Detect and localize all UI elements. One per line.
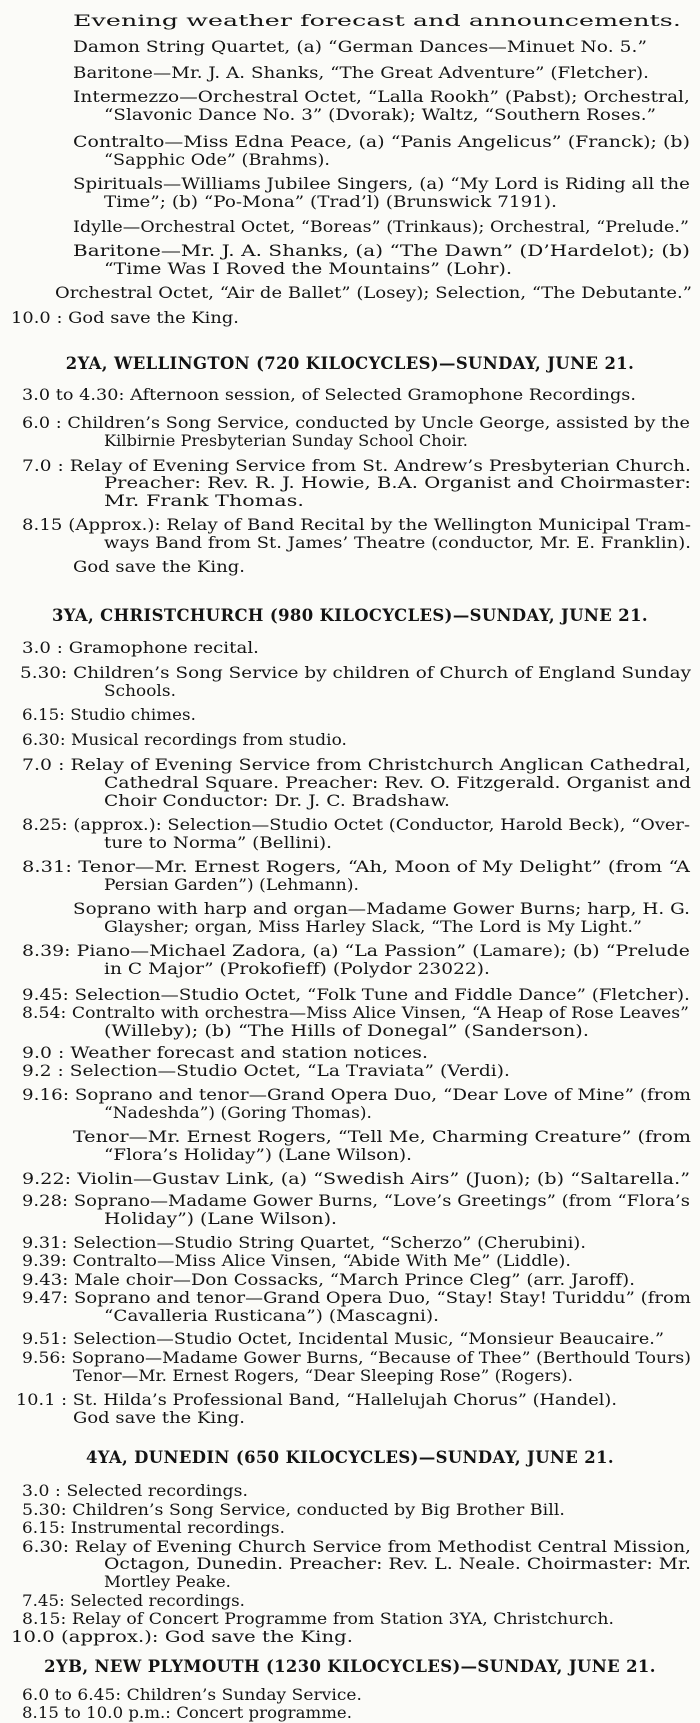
- programme-line: 3.0 : Gramophone recital.: [22, 639, 259, 657]
- programme-line: ture to Norma” (Bellini).: [104, 834, 332, 852]
- programme-line: 8.25: (approx.): Selection—Studio Octet (Conductor, Harold Beck), “Over-: [22, 816, 690, 834]
- programme-line: 9.39: Contralto—Miss Alice Vinsen, “Abide With Me” (Liddle).: [22, 1252, 571, 1270]
- programme-line: 6.0 : Children’s Song Service, conducted by Uncle George, assisted by the: [22, 414, 690, 432]
- programme-line: Octagon, Dunedin. Preacher: Rev. L. Neale. Choirmaster: Mr.: [104, 1555, 691, 1573]
- programme-line: 9.43: Male choir—Don Cossacks, “March Prince Cleg” (arr. Jaroff).: [22, 1271, 635, 1289]
- station-heading: 4YA, DUNEDIN (650 KILOCYCLES)—SUNDAY, JUNE 21.: [85, 1448, 614, 1467]
- programme-line: 8.15 (Approx.): Relay of Band Recital by the Wellington Municipal Tram-: [22, 516, 692, 534]
- programme-line: Mr. Frank Thomas.: [104, 492, 304, 510]
- programme-line: 9.28: Soprano—Madame Gower Burns, “Love’s Greetings” (from “Flora’s: [22, 1192, 690, 1210]
- programme-line: (Willeby); (b) “The Hills of Donegal” (Sanderson).: [104, 1022, 589, 1040]
- programme-line: 7.45: Selected recordings.: [22, 1592, 245, 1610]
- programme-line: 9.16: Soprano and tenor—Grand Opera Duo, “Dear Love of Mine” (from: [22, 1086, 691, 1104]
- programme-line: 6.15: Instrumental recordings.: [22, 1519, 285, 1537]
- station-heading: 3YA, CHRISTCHURCH (980 KILOCYCLES)—SUNDAY, JUNE 21.: [52, 606, 648, 625]
- programme-line: 9.45: Selection—Studio Octet, “Folk Tune and Fiddle Dance” (Fletcher).: [22, 986, 690, 1004]
- programme-line: 9.2 : Selection—Studio Octet, “La Traviata” (Verdi).: [22, 1062, 511, 1080]
- programme-line: 10.0 : God save the King.: [11, 309, 239, 327]
- programme-line: Damon String Quartet, (a) “German Dances—Minuet No. 5.”: [73, 38, 647, 56]
- programme-line: 6.15: Studio chimes.: [22, 706, 196, 724]
- programme-line: 8.54: Contralto with orchestra—Miss Alice Vinsen, “A Heap of Rose Leaves”: [22, 1004, 689, 1022]
- programme-line: 3.0 to 4.30: Afternoon session, of Selected Gramophone Recordings.: [22, 386, 636, 404]
- programme-line: in C Major” (Prokofieff) (Polydor 23022).: [104, 960, 491, 978]
- programme-line: 10.0 (approx.): God save the King.: [11, 1628, 353, 1646]
- programme-line: Preacher: Rev. R. J. Howie, B.A. Organist and Choirmaster:: [104, 474, 691, 492]
- programme-line: 8.15 to 10.0 p.m.: Concert programme.: [22, 1704, 353, 1722]
- programme-line: Choir Conductor: Dr. J. C. Bradshaw.: [104, 792, 450, 810]
- programme-line: Baritone—Mr. J. A. Shanks, (a) “The Dawn” (D’Hardelot); (b): [73, 242, 690, 260]
- programme-line: 9.22: Violin—Gustav Link, (a) “Swedish Airs” (Juon); (b) “Saltarella.”: [22, 1170, 690, 1188]
- programme-line: Cathedral Square. Preacher: Rev. O. Fitzgerald. Organist and: [104, 774, 691, 792]
- programme-line: Holiday”) (Lane Wilson).: [104, 1210, 337, 1228]
- programme-line: Mortley Peake.: [104, 1573, 231, 1591]
- station-heading: 2YB, NEW PLYMOUTH (1230 KILOCYCLES)—SUNDAY, JUNE 21.: [44, 1657, 656, 1676]
- programme-line: “Sapphic Ode” (Brahms).: [104, 151, 330, 169]
- programme-line: Soprano with harp and organ—Madame Gower Burns; harp, H. G.: [73, 900, 690, 918]
- programme-line: Spirituals—Williams Jubilee Singers, (a) “My Lord is Riding all the: [73, 175, 690, 193]
- programme-line: 8.39: Piano—Michael Zadora, (a) “La Passion” (Lamare); (b) “Prelude: [22, 942, 690, 960]
- programme-line: 6.30: Musical recordings from studio.: [22, 731, 347, 749]
- programme-line: 9.47: Soprano and tenor—Grand Opera Duo, “Stay! Stay! Turiddu” (from: [22, 1289, 691, 1307]
- programme-line: 9.31: Selection—Studio String Quartet, “Scherzo” (Cherubini).: [22, 1234, 586, 1252]
- programme-line: Tenor—Mr. Ernest Rogers, “Tell Me, Charming Creature” (from: [73, 1128, 691, 1146]
- programme-line: Baritone—Mr. J. A. Shanks, “The Great Adventure” (Fletcher).: [73, 64, 649, 82]
- programme-line: 9.51: Selection—Studio Octet, Incidental Music, “Monsieur Beaucaire.”: [22, 1330, 664, 1348]
- programme-line: “Cavalleria Rusticana”) (Mascagni).: [104, 1307, 439, 1325]
- programme-line: “Slavonic Dance No. 3” (Dvorak); Waltz, “Southern Roses.”: [104, 106, 656, 124]
- programme-line: Persian Garden”) (Lehmann).: [104, 876, 359, 894]
- programme-line: “Nadeshda”) (Goring Thomas).: [104, 1104, 372, 1122]
- programme-line: 3.0 : Selected recordings.: [22, 1482, 249, 1500]
- programme-line: Kilbirnie Presbyterian Sunday School Choir.: [104, 432, 468, 450]
- programme-line: “Time Was I Roved the Mountains” (Lohr).: [104, 260, 512, 278]
- programme-line: Glaysher; organ, Miss Harley Slack, “The Lord is My Light.”: [104, 918, 642, 936]
- programme-line: 9.56: Soprano—Madame Gower Burns, “Because of Thee” (Berthould Tours): [22, 1349, 691, 1367]
- programme-line: ways Band from St. James’ Theatre (conductor, Mr. E. Franklin).: [104, 534, 691, 552]
- programme-line: “Flora’s Holiday”) (Lane Wilson).: [104, 1146, 412, 1164]
- programme-line: 10.1 : St. Hilda’s Professional Band, “Hallelujah Chorus” (Handel).: [16, 1391, 617, 1409]
- programme-line: 8.31: Tenor—Mr. Ernest Rogers, “Ah, Moon of My Delight” (from “A: [22, 858, 690, 876]
- programme-line: 7.0 : Relay of Evening Service from Christchurch Anglican Cathedral,: [22, 756, 691, 774]
- programme-line: Tenor—Mr. Ernest Rogers, “Dear Sleeping Rose” (Rogers).: [73, 1367, 573, 1385]
- programme-line: Evening weather forecast and announcements.: [73, 12, 681, 30]
- programme-line: 6.30: Relay of Evening Church Service from Methodist Central Mission,: [22, 1538, 691, 1556]
- programme-line: God save the King.: [73, 558, 245, 576]
- programme-line: Time”; (b) “Po-Mona” (Trad’l) (Brunswick 7191).: [104, 193, 557, 211]
- programme-line: 8.15: Relay of Concert Programme from Station 3YA, Christchurch.: [22, 1610, 614, 1628]
- station-heading: 2YA, WELLINGTON (720 KILOCYCLES)—SUNDAY, JUNE 21.: [65, 354, 635, 373]
- programme-line: Idylle—Orchestral Octet, “Boreas” (Trinkaus); Orchestral, “Prelude.”: [73, 218, 689, 236]
- programme-line: Schools.: [104, 682, 176, 700]
- programme-line: God save the King.: [73, 1409, 245, 1427]
- programme-line: 5.30: Children’s Song Service, conducted by Big Brother Bill.: [22, 1501, 565, 1519]
- programme-line: Contralto—Miss Edna Peace, (a) “Panis Angelicus” (Franck); (b): [73, 133, 690, 151]
- programme-line: 9.0 : Weather forecast and station notices.: [22, 1044, 428, 1062]
- programme-line: Orchestral Octet, “Air de Ballet” (Losey); Selection, “The Debutante.”: [55, 284, 692, 302]
- programme-line: 7.0 : Relay of Evening Service from St. Andrew’s Presbyterian Church.: [22, 457, 691, 475]
- programme-line: 5.30: Children’s Song Service by children of Church of England Sunday: [20, 664, 691, 682]
- programme-line: 6.0 to 6.45: Children’s Sunday Service.: [22, 1686, 362, 1704]
- programme-line: Intermezzo—Orchestral Octet, “Lalla Rookh” (Pabst); Orchestral,: [73, 88, 690, 106]
